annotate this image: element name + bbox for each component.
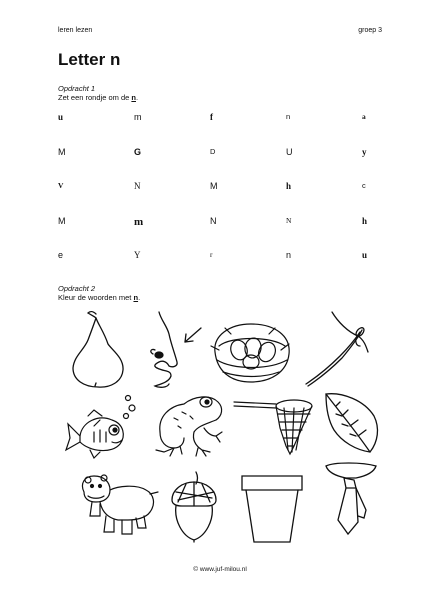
header-left: leren lezen [58,27,93,34]
letter-cell[interactable]: N [286,215,292,225]
pear-icon[interactable] [66,310,132,390]
letter-cell[interactable]: e [58,250,64,260]
letter-cell[interactable]: M [58,146,66,157]
letter-cell[interactable]: f [210,112,213,122]
frog-icon[interactable] [150,392,226,458]
letter-cell[interactable]: V [58,181,64,190]
header-right: groep 3 [358,27,382,34]
net-icon[interactable] [232,394,318,460]
opdracht1-instruction-end: . [135,93,139,102]
letter-cell[interactable]: U [286,146,293,157]
letter-cell[interactable]: N [210,215,217,226]
letter-cell[interactable]: r [210,250,213,259]
letter-cell[interactable]: y [362,146,367,157]
letter-cell[interactable]: N [134,181,141,191]
nose-icon[interactable] [141,310,207,390]
page-header [58,27,382,34]
needle-icon[interactable] [300,310,380,388]
pot-icon[interactable] [240,470,304,546]
letter-grid [58,112,378,285]
opdracht2-instruction-letter: n [133,293,139,302]
letter-cell[interactable]: u [58,112,64,122]
letter-cell[interactable]: Y [134,250,141,260]
letter-cell[interactable]: M [58,215,66,226]
letter-cell[interactable]: n [286,250,292,260]
letter-cell[interactable]: M [210,181,218,191]
fish-icon[interactable] [64,392,140,462]
letter-cell[interactable]: D [210,146,216,156]
opdracht1-instruction [58,93,138,102]
letter-cell[interactable]: G [134,146,142,157]
letter-cell[interactable]: a [362,112,366,121]
letter-cell[interactable]: u [362,250,368,260]
acorn-icon[interactable] [166,470,222,544]
opdracht2-instruction-end: . [138,293,141,302]
footer-credit: © www.juf-milou.nl [193,566,247,573]
hippo-icon[interactable] [74,472,160,544]
opdracht1-title: Opdracht 1 [58,84,96,93]
tie-icon[interactable] [322,462,380,536]
leaf-icon[interactable] [322,390,382,456]
letter-cell[interactable]: c [362,181,366,190]
letter-cell[interactable]: m [134,215,144,228]
opdracht1-instruction-text: Zet een rondje om de [58,93,132,102]
letter-cell[interactable]: h [286,181,292,191]
opdracht1-instruction-letter: n [131,93,136,102]
nest-icon[interactable] [205,316,295,388]
letter-cell[interactable]: h [362,215,368,226]
letter-cell[interactable]: n [286,112,291,121]
page-title: Letter n [58,50,121,69]
opdracht2-title: Opdracht 2 [58,284,96,293]
opdracht2-instruction [58,293,140,302]
letter-cell[interactable]: m [134,112,142,122]
opdracht2-instruction-text: Kleur de woorden met [58,293,134,302]
